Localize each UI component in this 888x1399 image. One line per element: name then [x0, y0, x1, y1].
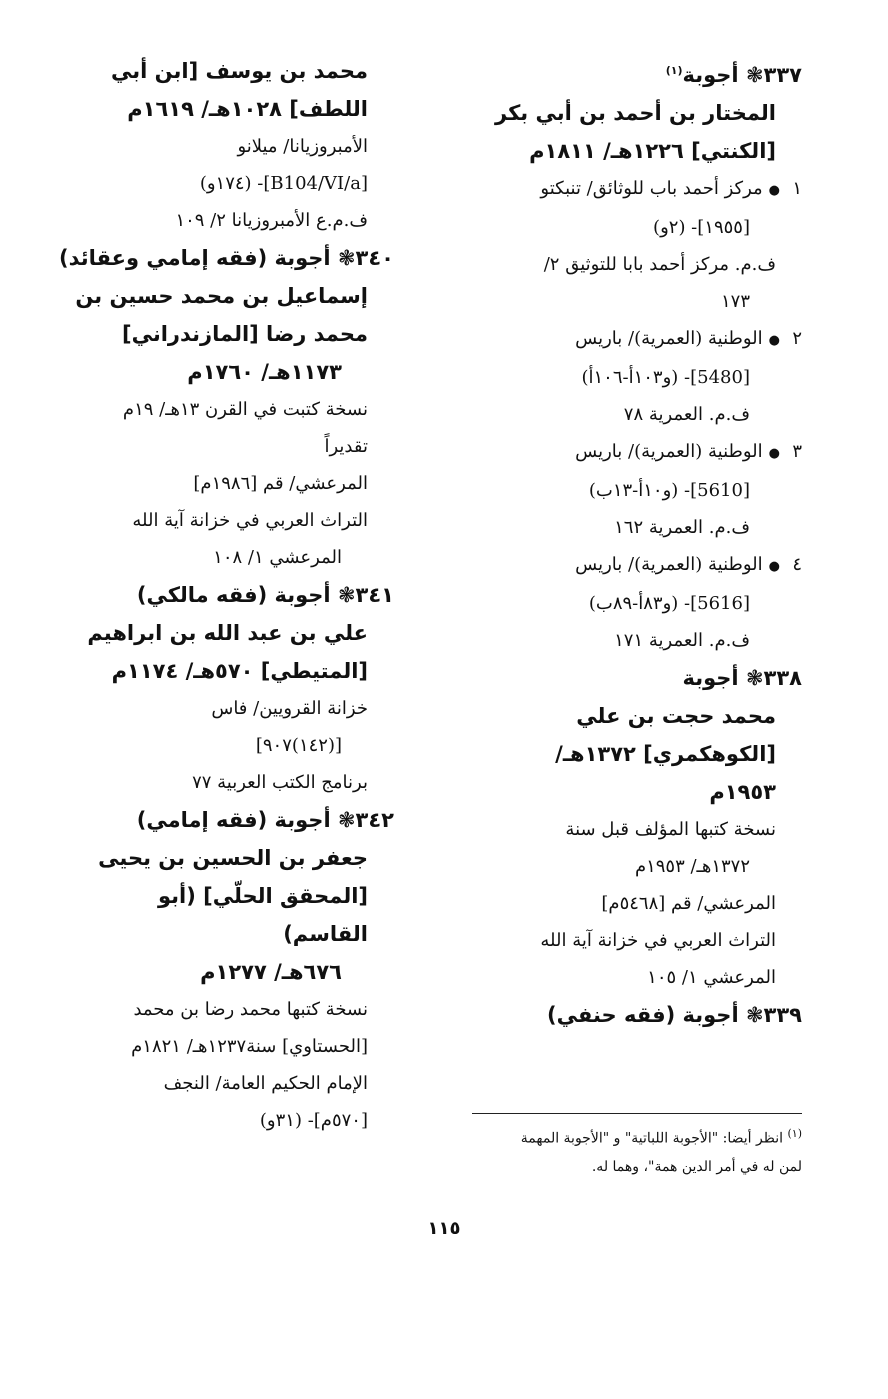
- copy-line: المرعشي/ قم [٥٤٦٨م]: [601, 893, 776, 914]
- footnote: [472, 1120, 802, 1181]
- copy-line: التراث العربي في خزانة آية الله: [132, 510, 368, 531]
- entry-339: [457, 996, 802, 1034]
- copy-line: الأمبروزيانا/ ميلانو: [237, 136, 368, 157]
- copy-line: الوطنية (العمرية)/ باريس: [575, 554, 763, 575]
- copy-line: ١٧٣: [720, 291, 750, 312]
- copy-number: ١: [792, 178, 802, 199]
- copy-item: [457, 170, 802, 320]
- copy-line: ١٣٧٢هـ/ ١٩٥٣م: [634, 856, 750, 877]
- author-name: إسماعيل بن محمد حسين بن: [75, 284, 368, 308]
- footnote-line: لمن له في أمر الدين همة"، وهما له.: [591, 1158, 802, 1175]
- copy-line: نسخة كتبها المؤلف قبل سنة: [565, 819, 776, 840]
- copy-line: [٥٧٠م]- (٣١و): [259, 1110, 368, 1131]
- copy-line: الوطنية (العمرية)/ باريس: [575, 441, 763, 462]
- author-name: [المتيطي] ٥٧٠هـ/ ١١٧٤م: [111, 659, 368, 683]
- page-number: ١١٥: [427, 1218, 461, 1239]
- copy-line: ف.م. العمرية ١٧١: [614, 630, 750, 651]
- bullet-icon: ●: [768, 446, 780, 461]
- copy-line: الإمام الحكيم العامة/ النجف: [163, 1073, 368, 1094]
- footnote-marker: (١): [665, 64, 683, 77]
- entry-338: [457, 659, 802, 996]
- author-name: [المحقق الحلّي] (أبو القاسم): [157, 884, 368, 946]
- author-name: ٦٧٦هـ/ ١٢٧٧م: [200, 960, 342, 984]
- copy-line: [B104/VI/a]- (١٧٤و): [199, 173, 368, 194]
- entry-339-continued: [68, 52, 368, 239]
- copy-line: [الحستاوي] سنة١٢٣٧هـ/ ١٨٢١م: [131, 1036, 368, 1057]
- copy-item: [457, 320, 802, 433]
- copy-line: تقديراً: [324, 436, 368, 457]
- copy-line: برنامج الكتب العربية ٧٧: [192, 772, 368, 793]
- entry-heading: ٣٤٢❃ أجوبة (فقه إمامي): [136, 808, 394, 832]
- copy-line: ف.م.ع الأمبروزيانا ٢/ ١٠٩: [175, 210, 368, 231]
- author-name: محمد رضا [المازندراني]: [121, 322, 368, 346]
- copy-line: [5480]- (و١٠٣أ-١٠٦أ): [581, 367, 750, 388]
- entry-heading: ٣٣٨❃ أجوبة: [682, 666, 802, 690]
- entry-heading: ٣٣٧❃ أجوبة$^{(١)}$: [665, 63, 802, 87]
- copy-line: [5610]- (و١٠أ-١٣ب): [588, 480, 750, 501]
- right-column: [457, 52, 802, 1034]
- copy-line: [١٩٥٥]- (٢و): [653, 217, 750, 238]
- copy-line: ف.م. العمرية ٧٨: [623, 404, 750, 425]
- copy-line: [5616]- (و٨٣أ-٨٩ب): [588, 593, 750, 614]
- copy-line: المرعشي ١/ ١٠٨: [213, 547, 342, 568]
- author-name: ١٩٥٣م: [709, 780, 776, 804]
- copy-line: المرعشي/ قم [١٩٨٦م]: [193, 473, 368, 494]
- copy-item: [457, 433, 802, 546]
- copy-number: ٤: [792, 554, 802, 575]
- bullet-icon: ●: [768, 559, 780, 574]
- copy-line: نسخة كتبها محمد رضا بن محمد: [133, 999, 368, 1020]
- copy-line: [(١٤٢)٩٠٧]: [255, 735, 342, 756]
- bullet-icon: ●: [768, 183, 780, 198]
- footnote-divider: [472, 1113, 802, 1114]
- author-name: [الكوهكمري] ١٣٧٢هـ/: [555, 742, 776, 766]
- author-name: ١١٧٣هـ/ ١٧٦٠م: [187, 360, 342, 384]
- copy-line: ف.م. العمرية ١٦٢: [614, 517, 750, 538]
- entry-heading: ٣٤١❃ أجوبة (فقه مالكي): [136, 583, 394, 607]
- copy-line: نسخة كتبت في القرن ١٣هـ/ ١٩م: [122, 399, 368, 420]
- left-column: [59, 52, 394, 1139]
- copy-item: [457, 546, 802, 659]
- author-name: المختار بن أحمد بن أبي بكر: [495, 101, 776, 125]
- author-name: جعفر بن الحسين بن يحيى: [98, 846, 368, 870]
- copy-line: خزانة القرويين/ فاس: [211, 698, 368, 719]
- copy-line: ف.م. مركز أحمد بابا للتوثيق ٢/: [543, 254, 776, 275]
- entry-337: [457, 52, 802, 659]
- entry-342: [68, 801, 394, 1139]
- entry-341: [68, 576, 394, 801]
- entry-340: [59, 239, 394, 576]
- author-name: محمد حجت بن علي: [576, 704, 776, 728]
- author-name: [الكنتي] ١٢٢٦هـ/ ١٨١١م: [529, 139, 776, 163]
- copy-line: التراث العربي في خزانة آية الله: [540, 930, 776, 951]
- copy-line: المرعشي ١/ ١٠٥: [647, 967, 776, 988]
- entry-heading: ٣٣٩❃ أجوبة (فقه حنفي): [547, 1003, 802, 1027]
- author-name: محمد بن يوسف [ابن أبي: [111, 59, 368, 83]
- bullet-icon: ●: [768, 333, 780, 348]
- copy-line: الوطنية (العمرية)/ باريس: [575, 328, 763, 349]
- copy-number: ٣: [792, 441, 802, 462]
- copy-number: ٢: [792, 328, 802, 349]
- author-name: اللطف] ١٠٢٨هـ/ ١٦١٩م: [127, 97, 368, 121]
- copy-line: مركز أحمد باب للوثائق/ تنبكتو: [540, 178, 763, 199]
- footnote-line: $^{(١)}$ انظر أيضا: "الأجوبة اللباتية" و "الأجوبة المهمة: [520, 1127, 802, 1147]
- footnote-marker: (١): [787, 1127, 802, 1140]
- author-name: علي بن عبد الله بن ابراهيم: [87, 621, 368, 645]
- entry-heading: ٣٤٠❃ أجوبة (فقه إمامي وعقائد): [59, 246, 394, 270]
